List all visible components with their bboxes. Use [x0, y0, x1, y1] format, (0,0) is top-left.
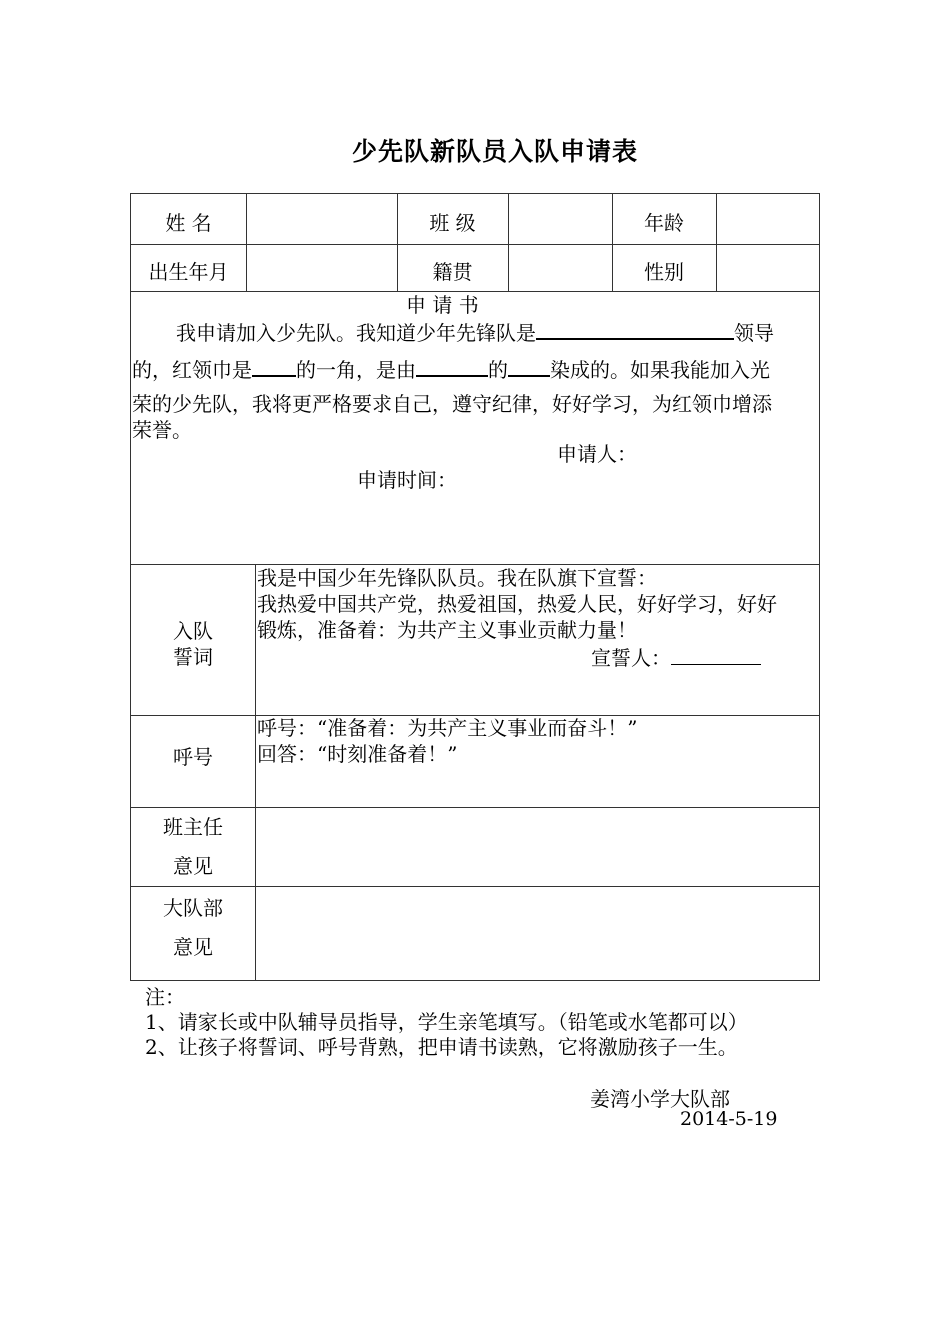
- application-line-3: 荣的少先队，我将更严格要求自己，遵守纪律，好好学习，为红领巾增添: [132, 392, 772, 416]
- brigade-opinion-field[interactable]: [256, 887, 819, 980]
- footer-org: 姜湾小学大队部: [590, 1087, 730, 1111]
- note-item-1: 1、请家长或中队辅导员指导，学生亲笔填写。（铅笔或水笔都可以）: [145, 1010, 748, 1034]
- oath-signer: 宣誓人：: [591, 644, 761, 670]
- slogan-line-1: 呼号：“准备着：为共产主义事业而奋斗！”: [257, 716, 638, 740]
- name-label: 姓 名: [165, 211, 212, 235]
- blank-field[interactable]: [508, 355, 550, 377]
- oath-line-2: 我热爱中国共产党，热爱祖国，热爱人民，好好学习，好好: [257, 592, 777, 616]
- note-item-2: 2、让孩子将誓词、呼号背熟，把申请书读熟，它将激励孩子一生。: [145, 1035, 738, 1059]
- application-form-table: [130, 193, 820, 981]
- gender-field[interactable]: [717, 245, 819, 291]
- brigade-opinion-label: 大队部 意见: [163, 896, 223, 959]
- notes-block: [145, 985, 748, 1060]
- application-line-2: 的，红领巾是 的一角，是由 的 染成的。如果我能加入光: [132, 355, 770, 382]
- oath-line-3: 锻炼，准备着：为共产主义事业贡献力量！: [257, 618, 637, 642]
- oath-label: 入队 誓词: [173, 619, 213, 669]
- gender-label: 性别: [644, 260, 684, 284]
- application-date-label: 申请时间：: [357, 468, 457, 492]
- blank-field[interactable]: [416, 355, 488, 377]
- notes-title: 注：: [145, 985, 185, 1009]
- birth-label: 出生年月: [148, 260, 229, 284]
- applicant-label: 申请人：: [557, 442, 637, 466]
- teacher-opinion-label: 班主任 意见: [163, 815, 223, 878]
- age-label: 年龄: [644, 211, 684, 235]
- application-heading: 申 请 书: [406, 293, 479, 317]
- slogan-line-2: 回答：“时刻准备着！”: [257, 742, 458, 766]
- name-field[interactable]: [247, 195, 397, 243]
- row-divider: [131, 564, 819, 565]
- birth-field[interactable]: [247, 245, 397, 291]
- blank-field[interactable]: [536, 318, 734, 340]
- oath-line-1: 我是中国少年先锋队队员。我在队旗下宣誓：: [257, 566, 657, 590]
- slogan-label: 呼号: [173, 745, 213, 769]
- application-line-4: 荣誉。: [132, 418, 192, 442]
- row-divider: [131, 291, 819, 292]
- teacher-opinion-field[interactable]: [256, 808, 819, 886]
- class-field[interactable]: [509, 195, 612, 243]
- origin-label: 籍贯: [432, 260, 473, 284]
- signer-blank[interactable]: [671, 644, 761, 665]
- footer-date: 2014-5-19: [680, 1108, 778, 1130]
- age-field[interactable]: [717, 195, 819, 243]
- application-line-1: 我申请加入少先队。我知道少年先锋队是 领导: [176, 318, 774, 345]
- page-title: 少先队新队员入队申请表: [351, 137, 638, 166]
- origin-field[interactable]: [509, 245, 612, 291]
- blank-field[interactable]: [252, 355, 296, 377]
- class-label: 班 级: [429, 211, 476, 235]
